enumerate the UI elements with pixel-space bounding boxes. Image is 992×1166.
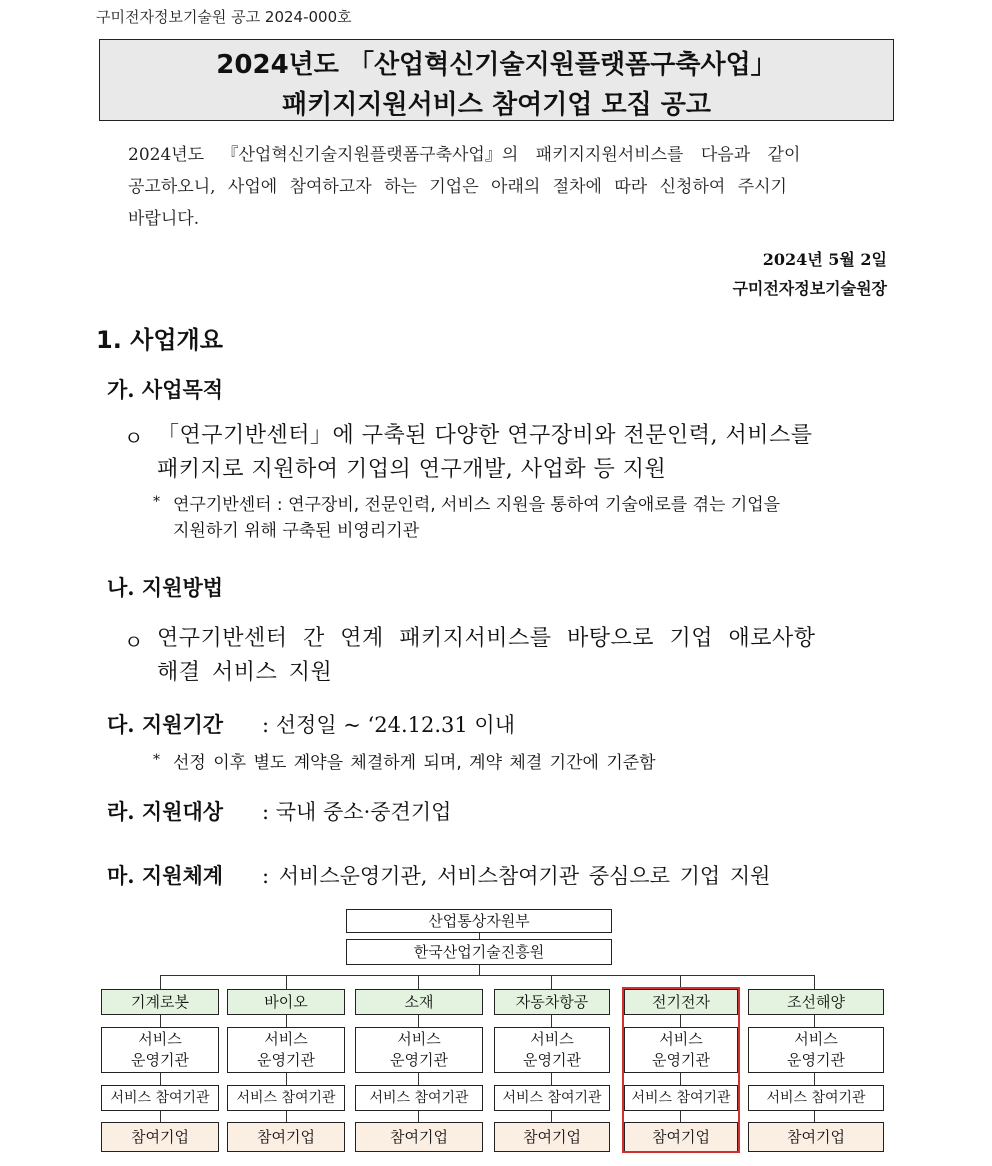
operator-label-2: 운영기관 [257, 1051, 315, 1069]
operator-box [227, 1027, 345, 1073]
company-box: 참여기업 [101, 1122, 219, 1152]
operator-label-1: 서비스 [397, 1030, 441, 1048]
purpose-heading: 가. 사업목적 [107, 377, 224, 402]
field-box: 소재 [355, 989, 483, 1015]
connector-line [479, 965, 480, 975]
participant-box: 서비스 참여기관 [355, 1085, 483, 1111]
intro-line-3: 바랍니다. [128, 209, 200, 229]
note-asterisk-icon: * [153, 494, 160, 510]
title-line-1: 2024년도 「산업혁신기술지원플랫폼구축사업」 [216, 50, 777, 80]
field-box: 바이오 [227, 989, 345, 1015]
announcement-date: 2024년 5월 2일 [762, 250, 887, 269]
system-text: : 서비스운영기관, 서비스참여기관 중심으로 기업 지원 [262, 864, 771, 888]
operator-box [748, 1027, 884, 1073]
operator-label-1: 서비스 [794, 1030, 838, 1048]
target-heading: 라. 지원대상 [107, 799, 224, 824]
participant-box: 서비스 참여기관 [101, 1085, 219, 1111]
operator-label-2: 운영기관 [390, 1051, 448, 1069]
operator-label-2: 운영기관 [652, 1051, 710, 1069]
participant-box: 서비스 참여기관 [624, 1085, 738, 1111]
participant-box: 서비스 참여기관 [227, 1085, 345, 1111]
operator-box [101, 1027, 219, 1073]
bullet-icon: ㅇ [124, 630, 144, 654]
intro-line-1: 2024년도 『산업혁신기술지원플랫폼구축사업』의 패키지지원서비스를 다음과 같이 [128, 145, 801, 165]
org-ministry-box: 산업통상자원부 [346, 909, 612, 933]
company-box: 참여기업 [748, 1122, 884, 1152]
operator-label-2: 운영기관 [787, 1051, 845, 1069]
company-box: 참여기업 [494, 1122, 610, 1152]
period-note: 선정 이후 별도 계약을 체결하게 되며, 계약 체결 기간에 기준함 [173, 753, 656, 773]
system-heading: 마. 지원체계 [107, 863, 224, 888]
company-box: 참여기업 [227, 1122, 345, 1152]
operator-label-1: 서비스 [138, 1030, 182, 1048]
company-box: 참여기업 [624, 1122, 738, 1152]
method-text-2: 해결 서비스 지원 [157, 660, 333, 685]
company-box: 참여기업 [355, 1122, 483, 1152]
operator-box [494, 1027, 610, 1073]
connector-line [160, 975, 814, 976]
purpose-text-2: 패키지로 지원하여 기업의 연구개발, 사업화 등 지원 [157, 457, 667, 482]
participant-box: 서비스 참여기관 [748, 1085, 884, 1111]
operator-box [355, 1027, 483, 1073]
field-box: 조선해양 [748, 989, 884, 1015]
note-asterisk-icon: * [153, 752, 160, 768]
field-box: 자동차항공 [494, 989, 610, 1015]
method-text-1: 연구기반센터 간 연계 패키지서비스를 바탕으로 기업 애로사항 [157, 626, 816, 651]
title-box [99, 39, 894, 121]
purpose-text-1: 「연구기반센터」에 구축된 다양한 연구장비와 전문인력, 서비스를 [157, 423, 813, 448]
period-text: : 선정일 ~ ‘24.12.31 이내 [262, 713, 515, 737]
operator-label-2: 운영기관 [131, 1051, 189, 1069]
intro-line-2: 공고하오니, 사업에 참여하고자 하는 기업은 아래의 절차에 따라 신청하여 주시기 [128, 177, 787, 197]
org-agency-box: 한국산업기술진흥원 [346, 939, 612, 965]
purpose-note-2: 지원하기 위해 구축된 비영리기관 [173, 521, 420, 541]
method-heading: 나. 지원방법 [107, 575, 224, 600]
operator-label-2: 운영기관 [523, 1051, 581, 1069]
highlight-frame [622, 987, 740, 1153]
bullet-icon: ㅇ [124, 426, 144, 450]
issuer-name: 구미전자정보기술원장 [732, 279, 887, 298]
target-text: : 국내 중소·중견기업 [262, 800, 452, 824]
title-line-2: 패키지지원서비스 참여기업 모집 공고 [281, 90, 711, 120]
operator-label-1: 서비스 [264, 1030, 308, 1048]
participant-box: 서비스 참여기관 [494, 1085, 610, 1111]
operator-label-1: 서비스 [530, 1030, 574, 1048]
period-heading: 다. 지원기간 [107, 712, 224, 737]
document-number: 구미전자정보기술원 공고 2024-000호 [96, 8, 352, 26]
field-box: 전기전자 [624, 989, 738, 1015]
section-title: 1. 사업개요 [96, 326, 223, 354]
purpose-note-1: 연구기반센터 : 연구장비, 전문인력, 서비스 지원을 통하여 기술애로를 겪는 기업을 [173, 495, 781, 515]
operator-label-1: 서비스 [659, 1030, 703, 1048]
field-box: 기계로봇 [101, 989, 219, 1015]
